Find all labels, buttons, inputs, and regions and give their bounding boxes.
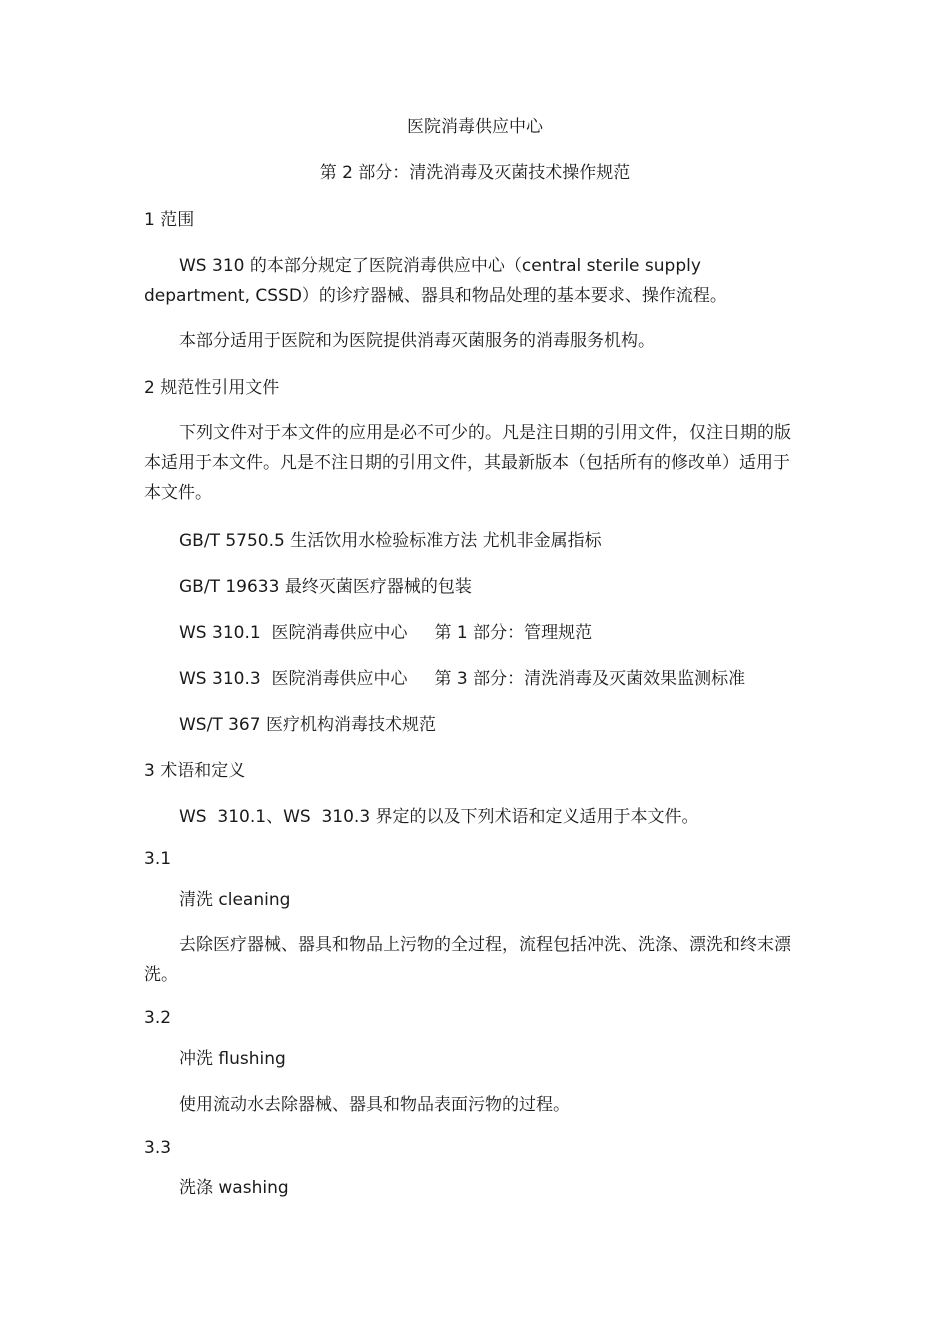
- section-heading-terms: 3 术语和定义: [144, 761, 246, 781]
- reference-item: WS 310.3 医院消毒供应中心 第 3 部分：清洗消毒及灭菌效果监测标准: [179, 669, 746, 689]
- document-title: 医院消毒供应中心: [407, 117, 543, 137]
- term-name: 清洗 cleaning: [179, 890, 291, 910]
- terms-intro: WS 310.1、WS 310.3 界定的以及下列术语和定义适用于本文件。: [179, 807, 699, 827]
- scope-paragraph-1: WS 310 的本部分规定了医院消毒供应中心（central sterile supply department, CSSD）的诊疗器械、器具和物品处理的基本要求、操作流程。: [144, 256, 727, 306]
- document-subtitle: 第 2 部分：清洗消毒及灭菌技术操作规范: [319, 163, 631, 183]
- term-number: 3.1: [144, 849, 172, 869]
- term-number: 3.3: [144, 1138, 172, 1158]
- reference-item: GB/T 19633 最终灭菌医疗器械的包装: [179, 577, 472, 597]
- reference-item: WS/T 367 医疗机构消毒技术规范: [179, 715, 436, 735]
- section-heading-scope: 1 范围: [144, 210, 195, 230]
- term-name: 冲洗 flushing: [179, 1049, 286, 1069]
- scope-paragraph-2: 本部分适用于医院和为医院提供消毒灭菌服务的消毒服务机构。: [179, 331, 655, 351]
- term-number: 3.2: [144, 1008, 172, 1028]
- section-heading-references: 2 规范性引用文件: [144, 378, 280, 398]
- reference-item: GB/T 5750.5 生活饮用水检验标准方法 尤机非金属指标: [179, 531, 602, 551]
- term-definition: 使用流动水去除器械、器具和物品表面污物的过程。: [179, 1095, 570, 1115]
- references-paragraph: 下列文件对于本文件的应用是必不可少的。凡是注日期的引用文件，仅注日期的版本适用于本文件。凡是不注日期的引用文件，其最新版本（包括所有的修改单）适用于本文件。: [144, 423, 791, 503]
- term-name: 洗涤 washing: [179, 1178, 289, 1198]
- term-definition: 去除医疗器械、器具和物品上污物的全过程，流程包括冲洗、洗涤、漂洗和终末漂洗。: [144, 935, 791, 985]
- reference-item: WS 310.1 医院消毒供应中心 第 1 部分：管理规范: [179, 623, 593, 643]
